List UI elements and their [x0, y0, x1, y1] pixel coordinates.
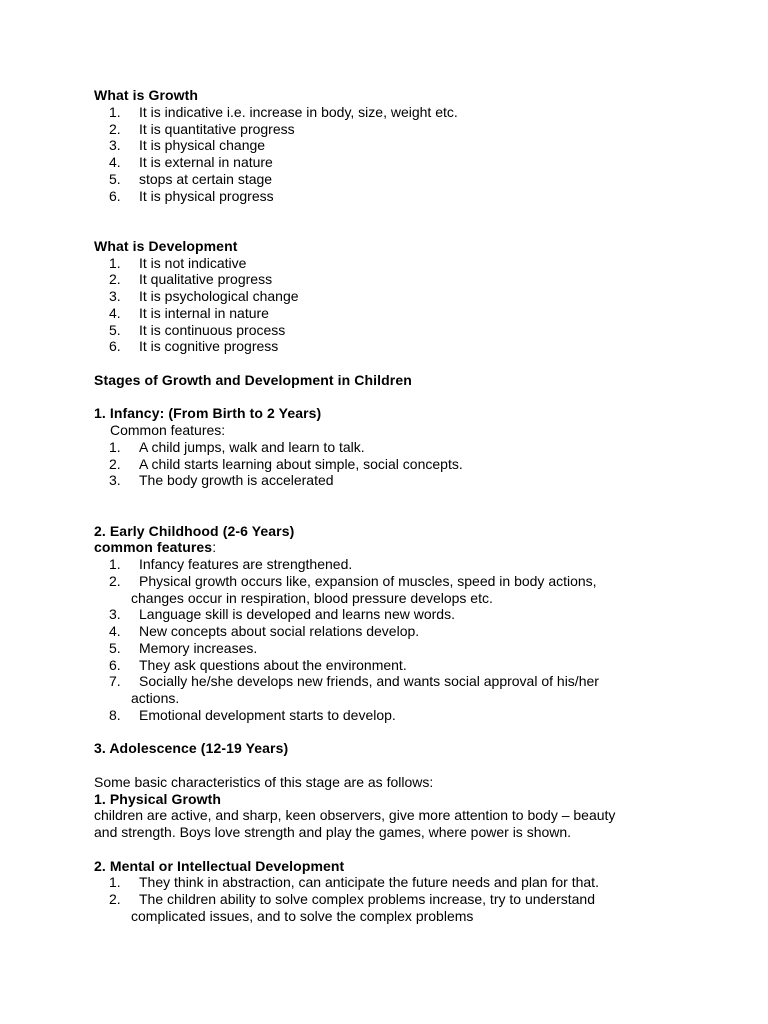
list-text-continuation: complicated issues, and to solve the complex problems [131, 907, 474, 924]
list-item [94, 623, 694, 640]
physical-growth-heading: 1. Physical Growth [94, 790, 222, 807]
list-text: They ask questions about the environment. [139, 656, 407, 673]
adolescence-heading: 3. Adolescence (12-19 Years) [94, 740, 289, 757]
list-item [94, 707, 694, 724]
list-number: 1. [109, 254, 121, 271]
list-text: Memory increases. [139, 639, 258, 656]
mental-development-heading: 2. Mental or Intellectual Development [94, 857, 345, 874]
list-text: The children ability to solve complex problems increase, try to understand [139, 891, 595, 907]
list-number: 1. [109, 874, 121, 891]
list-item [94, 456, 694, 473]
list-text: The body growth is accelerated [139, 472, 334, 489]
list-text: Language skill is developed and learns new words. [139, 606, 455, 623]
list-number: 5. [109, 170, 121, 187]
list-text: They think in abstraction, can anticipate the future needs and plan for that. [139, 874, 599, 891]
list-number: 2. [109, 455, 121, 472]
list-text: It is continuous process [139, 321, 286, 338]
list-text: It is external in nature [139, 154, 273, 170]
list-number: 2. [109, 271, 121, 288]
list-item [94, 874, 694, 891]
list-number: 4. [109, 304, 121, 321]
infancy-subheading: Common features: [110, 422, 226, 438]
adolescence-intro: Some basic characteristics of this stage are as follows: [94, 773, 434, 790]
list-text-continuation: changes occur in respiration, blood pressure develops etc. [131, 589, 493, 606]
early-childhood-heading: 2. Early Childhood (2-6 Years) [94, 522, 295, 539]
mental-development-list [94, 874, 694, 924]
list-text: A child jumps, walk and learn to talk. [139, 438, 365, 455]
list-text: New concepts about social relations develop. [139, 623, 420, 639]
list-item [94, 288, 694, 305]
list-number: 1. [109, 103, 121, 120]
list-item [94, 606, 694, 623]
list-number: 3. [109, 288, 121, 304]
physical-growth-text-line-1: children are active, and sharp, keen observers, give more attention to body – beauty [94, 807, 616, 824]
early-childhood-subheading [94, 539, 694, 556]
physical-growth-text-line-2: and strength. Boys love strength and play the games, where power is shown. [94, 824, 572, 840]
list-item [94, 472, 694, 489]
growth-list [94, 104, 694, 205]
list-number: 3. [109, 472, 121, 489]
list-number: 6. [109, 187, 121, 204]
early-childhood-list [94, 556, 694, 724]
list-number: 5. [109, 321, 121, 338]
list-text: It is quantitative progress [139, 120, 295, 137]
list-item [94, 171, 694, 188]
list-text-continuation: actions. [131, 690, 180, 706]
list-number: 1. [109, 556, 121, 572]
list-text: stops at certain stage [139, 170, 273, 187]
list-text: It is not indicative [139, 254, 247, 271]
list-item [94, 891, 694, 925]
development-heading: What is Development [94, 237, 238, 254]
list-text: Socially he/she develops new friends, and wants social approval of his/her [139, 673, 599, 690]
list-item [94, 305, 694, 322]
list-item [94, 188, 694, 205]
subheading-text: common features [94, 539, 213, 556]
list-number: 2. [109, 120, 121, 137]
list-text: Infancy features are strengthened. [139, 556, 353, 572]
list-text: It is physical change [139, 137, 266, 154]
list-item [94, 154, 694, 171]
list-item [94, 271, 694, 288]
list-text: A child starts learning about simple, social concepts. [139, 455, 463, 472]
list-text: It is psychological change [139, 288, 299, 304]
list-number: 1. [109, 438, 121, 455]
list-item [94, 255, 694, 272]
list-text: It is physical progress [139, 187, 274, 204]
list-number: 2. [109, 891, 121, 907]
list-item [94, 556, 694, 573]
stages-heading: Stages of Growth and Development in Children [94, 371, 412, 388]
list-text: It is indicative i.e. increase in body, size, weight etc. [139, 103, 458, 120]
list-number: 2. [109, 572, 121, 589]
list-text: Physical growth occurs like, expansion of muscles, speed in body actions, [139, 572, 597, 589]
growth-heading: What is Growth [94, 87, 199, 103]
development-list [94, 255, 694, 356]
list-number: 5. [109, 639, 121, 656]
list-number: 6. [109, 338, 121, 355]
list-number: 8. [109, 706, 121, 723]
list-item [94, 137, 694, 154]
subheading-colon: : [212, 539, 217, 556]
list-item [94, 104, 694, 121]
list-number: 4. [109, 623, 121, 639]
list-number: 3. [109, 606, 121, 623]
list-text: It is internal in nature [139, 304, 269, 321]
list-number: 7. [109, 673, 121, 690]
list-item [94, 640, 694, 657]
list-item [94, 338, 694, 355]
list-item [94, 439, 694, 456]
document-page [94, 87, 694, 925]
list-item [94, 657, 694, 674]
infancy-heading: 1. Infancy: (From Birth to 2 Years) [94, 405, 322, 422]
list-number: 4. [109, 154, 121, 170]
infancy-list [94, 439, 694, 489]
list-text: It is cognitive progress [139, 338, 279, 355]
list-item [94, 673, 694, 707]
list-item [94, 121, 694, 138]
list-number: 3. [109, 137, 121, 154]
list-text: Emotional development starts to develop. [139, 706, 396, 723]
list-text: It qualitative progress [139, 271, 273, 288]
list-item [94, 573, 694, 607]
list-number: 6. [109, 656, 121, 673]
list-item [94, 322, 694, 339]
